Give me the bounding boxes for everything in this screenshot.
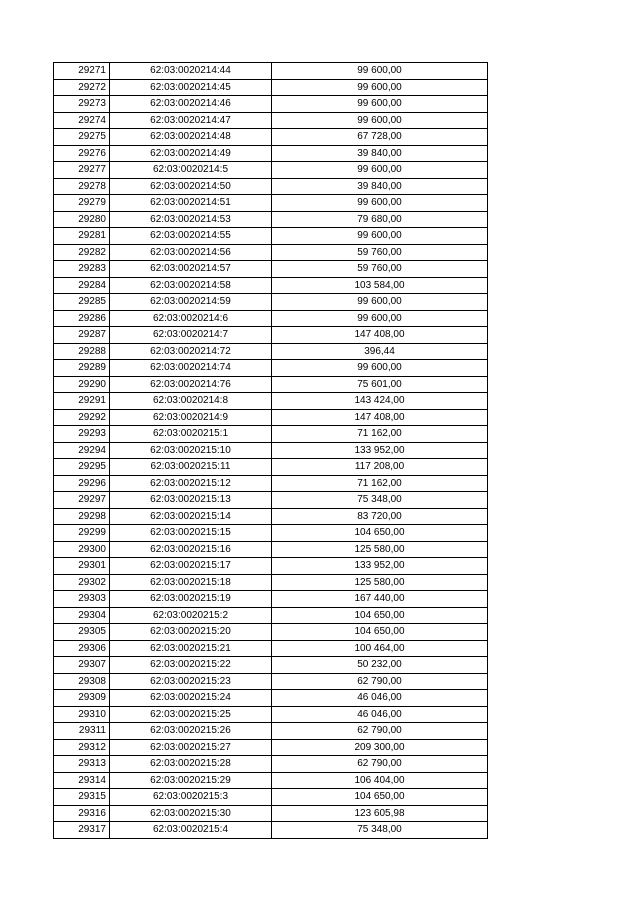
row-number-cell: 29303 [54, 591, 110, 608]
cadastral-number-cell: 62:03:0020215:23 [110, 673, 272, 690]
value-cell: 100 464,00 [272, 640, 488, 657]
row-number-cell: 29284 [54, 277, 110, 294]
cadastral-number-cell: 62:03:0020214:45 [110, 79, 272, 96]
value-cell: 123 605,98 [272, 805, 488, 822]
table-row [54, 673, 488, 690]
cadastral-number-cell: 62:03:0020215:2 [110, 607, 272, 624]
value-cell: 39 840,00 [272, 178, 488, 195]
cadastral-number-cell: 62:03:0020215:12 [110, 475, 272, 492]
row-number-cell: 29294 [54, 442, 110, 459]
value-cell: 75 348,00 [272, 822, 488, 839]
table-body [54, 63, 488, 839]
row-number-cell: 29274 [54, 112, 110, 129]
cadastral-number-cell: 62:03:0020214:48 [110, 129, 272, 146]
value-cell: 99 600,00 [272, 294, 488, 311]
row-number-cell: 29298 [54, 508, 110, 525]
table-row [54, 475, 488, 492]
table-row [54, 261, 488, 278]
row-number-cell: 29311 [54, 723, 110, 740]
table-row [54, 723, 488, 740]
value-cell: 99 600,00 [272, 79, 488, 96]
table-row [54, 96, 488, 113]
value-cell: 62 790,00 [272, 723, 488, 740]
table-row [54, 607, 488, 624]
value-cell: 99 600,00 [272, 195, 488, 212]
table-row [54, 739, 488, 756]
value-cell: 99 600,00 [272, 162, 488, 179]
value-cell: 99 600,00 [272, 228, 488, 245]
cadastral-value-table [53, 62, 488, 839]
row-number-cell: 29300 [54, 541, 110, 558]
value-cell: 62 790,00 [272, 673, 488, 690]
cadastral-number-cell: 62:03:0020215:21 [110, 640, 272, 657]
value-cell: 99 600,00 [272, 63, 488, 80]
row-number-cell: 29296 [54, 475, 110, 492]
table-row [54, 112, 488, 129]
row-number-cell: 29289 [54, 360, 110, 377]
cadastral-number-cell: 62:03:0020214:58 [110, 277, 272, 294]
table-row [54, 211, 488, 228]
table-row [54, 492, 488, 509]
table-row [54, 772, 488, 789]
value-cell: 71 162,00 [272, 426, 488, 443]
row-number-cell: 29315 [54, 789, 110, 806]
value-cell: 83 720,00 [272, 508, 488, 525]
value-cell: 99 600,00 [272, 310, 488, 327]
value-cell: 67 728,00 [272, 129, 488, 146]
row-number-cell: 29313 [54, 756, 110, 773]
row-number-cell: 29290 [54, 376, 110, 393]
cadastral-number-cell: 62:03:0020215:30 [110, 805, 272, 822]
table-row [54, 508, 488, 525]
table-row [54, 195, 488, 212]
row-number-cell: 29287 [54, 327, 110, 344]
cadastral-number-cell: 62:03:0020215:25 [110, 706, 272, 723]
row-number-cell: 29306 [54, 640, 110, 657]
cadastral-number-cell: 62:03:0020215:14 [110, 508, 272, 525]
table-row [54, 541, 488, 558]
row-number-cell: 29277 [54, 162, 110, 179]
table-row [54, 327, 488, 344]
row-number-cell: 29295 [54, 459, 110, 476]
table-row [54, 162, 488, 179]
table-row [54, 376, 488, 393]
cadastral-number-cell: 62:03:0020214:59 [110, 294, 272, 311]
value-cell: 106 404,00 [272, 772, 488, 789]
table-row [54, 145, 488, 162]
row-number-cell: 29272 [54, 79, 110, 96]
value-cell: 46 046,00 [272, 690, 488, 707]
cadastral-number-cell: 62:03:0020215:19 [110, 591, 272, 608]
row-number-cell: 29305 [54, 624, 110, 641]
table-row [54, 789, 488, 806]
cadastral-number-cell: 62:03:0020214:47 [110, 112, 272, 129]
cadastral-number-cell: 62:03:0020214:51 [110, 195, 272, 212]
value-cell: 209 300,00 [272, 739, 488, 756]
cadastral-number-cell: 62:03:0020214:55 [110, 228, 272, 245]
cadastral-number-cell: 62:03:0020215:20 [110, 624, 272, 641]
table-row [54, 624, 488, 641]
cadastral-number-cell: 62:03:0020214:74 [110, 360, 272, 377]
table-row [54, 79, 488, 96]
cadastral-number-cell: 62:03:0020215:27 [110, 739, 272, 756]
row-number-cell: 29286 [54, 310, 110, 327]
cadastral-number-cell: 62:03:0020215:17 [110, 558, 272, 575]
value-cell: 167 440,00 [272, 591, 488, 608]
row-number-cell: 29317 [54, 822, 110, 839]
table-row [54, 756, 488, 773]
cadastral-number-cell: 62:03:0020214:46 [110, 96, 272, 113]
value-cell: 103 584,00 [272, 277, 488, 294]
value-cell: 75 601,00 [272, 376, 488, 393]
cadastral-number-cell: 62:03:0020214:76 [110, 376, 272, 393]
row-number-cell: 29312 [54, 739, 110, 756]
cadastral-number-cell: 62:03:0020215:24 [110, 690, 272, 707]
value-cell: 99 600,00 [272, 96, 488, 113]
row-number-cell: 29271 [54, 63, 110, 80]
table-row [54, 459, 488, 476]
row-number-cell: 29283 [54, 261, 110, 278]
row-number-cell: 29307 [54, 657, 110, 674]
cadastral-number-cell: 62:03:0020215:13 [110, 492, 272, 509]
value-cell: 104 650,00 [272, 525, 488, 542]
value-cell: 143 424,00 [272, 393, 488, 410]
value-cell: 39 840,00 [272, 145, 488, 162]
cadastral-number-cell: 62:03:0020214:6 [110, 310, 272, 327]
row-number-cell: 29304 [54, 607, 110, 624]
cadastral-number-cell: 62:03:0020214:72 [110, 343, 272, 360]
value-cell: 50 232,00 [272, 657, 488, 674]
cadastral-number-cell: 62:03:0020215:4 [110, 822, 272, 839]
row-number-cell: 29278 [54, 178, 110, 195]
cadastral-number-cell: 62:03:0020214:56 [110, 244, 272, 261]
value-cell: 147 408,00 [272, 327, 488, 344]
cadastral-number-cell: 62:03:0020214:8 [110, 393, 272, 410]
table-row [54, 690, 488, 707]
table-row [54, 640, 488, 657]
cadastral-number-cell: 62:03:0020215:22 [110, 657, 272, 674]
table-row [54, 657, 488, 674]
value-cell: 104 650,00 [272, 624, 488, 641]
cadastral-number-cell: 62:03:0020215:28 [110, 756, 272, 773]
cadastral-number-cell: 62:03:0020214:57 [110, 261, 272, 278]
value-cell: 104 650,00 [272, 607, 488, 624]
cadastral-number-cell: 62:03:0020214:5 [110, 162, 272, 179]
row-number-cell: 29316 [54, 805, 110, 822]
table-row [54, 343, 488, 360]
cadastral-number-cell: 62:03:0020215:29 [110, 772, 272, 789]
cadastral-number-cell: 62:03:0020215:3 [110, 789, 272, 806]
table-row [54, 558, 488, 575]
row-number-cell: 29291 [54, 393, 110, 410]
row-number-cell: 29285 [54, 294, 110, 311]
value-cell: 125 580,00 [272, 574, 488, 591]
value-cell: 147 408,00 [272, 409, 488, 426]
row-number-cell: 29308 [54, 673, 110, 690]
row-number-cell: 29314 [54, 772, 110, 789]
cadastral-number-cell: 62:03:0020215:11 [110, 459, 272, 476]
cadastral-number-cell: 62:03:0020215:26 [110, 723, 272, 740]
table-row [54, 426, 488, 443]
value-cell: 71 162,00 [272, 475, 488, 492]
row-number-cell: 29281 [54, 228, 110, 245]
table-row [54, 228, 488, 245]
value-cell: 104 650,00 [272, 789, 488, 806]
value-cell: 46 046,00 [272, 706, 488, 723]
value-cell: 396,44 [272, 343, 488, 360]
row-number-cell: 29273 [54, 96, 110, 113]
row-number-cell: 29310 [54, 706, 110, 723]
value-cell: 59 760,00 [272, 244, 488, 261]
row-number-cell: 29276 [54, 145, 110, 162]
table-row [54, 591, 488, 608]
table-row [54, 310, 488, 327]
row-number-cell: 29275 [54, 129, 110, 146]
row-number-cell: 29301 [54, 558, 110, 575]
cadastral-number-cell: 62:03:0020214:7 [110, 327, 272, 344]
row-number-cell: 29302 [54, 574, 110, 591]
table-row [54, 277, 488, 294]
row-number-cell: 29292 [54, 409, 110, 426]
table-row [54, 574, 488, 591]
table-row [54, 409, 488, 426]
cadastral-number-cell: 62:03:0020214:44 [110, 63, 272, 80]
table-row [54, 393, 488, 410]
cadastral-number-cell: 62:03:0020215:18 [110, 574, 272, 591]
row-number-cell: 29282 [54, 244, 110, 261]
row-number-cell: 29288 [54, 343, 110, 360]
table-row [54, 360, 488, 377]
cadastral-number-cell: 62:03:0020215:1 [110, 426, 272, 443]
cadastral-number-cell: 62:03:0020214:53 [110, 211, 272, 228]
cadastral-number-cell: 62:03:0020215:15 [110, 525, 272, 542]
row-number-cell: 29297 [54, 492, 110, 509]
row-number-cell: 29293 [54, 426, 110, 443]
row-number-cell: 29299 [54, 525, 110, 542]
value-cell: 133 952,00 [272, 558, 488, 575]
table-row [54, 525, 488, 542]
table-row [54, 822, 488, 839]
cadastral-number-cell: 62:03:0020214:50 [110, 178, 272, 195]
table-row [54, 129, 488, 146]
value-cell: 117 208,00 [272, 459, 488, 476]
table-row [54, 442, 488, 459]
document-page [53, 62, 487, 839]
value-cell: 79 680,00 [272, 211, 488, 228]
value-cell: 59 760,00 [272, 261, 488, 278]
table-row [54, 63, 488, 80]
table-row [54, 706, 488, 723]
value-cell: 62 790,00 [272, 756, 488, 773]
value-cell: 133 952,00 [272, 442, 488, 459]
cadastral-number-cell: 62:03:0020214:49 [110, 145, 272, 162]
table-row [54, 294, 488, 311]
cadastral-number-cell: 62:03:0020215:10 [110, 442, 272, 459]
row-number-cell: 29309 [54, 690, 110, 707]
table-row [54, 805, 488, 822]
row-number-cell: 29280 [54, 211, 110, 228]
row-number-cell: 29279 [54, 195, 110, 212]
value-cell: 99 600,00 [272, 360, 488, 377]
value-cell: 125 580,00 [272, 541, 488, 558]
value-cell: 99 600,00 [272, 112, 488, 129]
cadastral-number-cell: 62:03:0020214:9 [110, 409, 272, 426]
table-row [54, 178, 488, 195]
cadastral-number-cell: 62:03:0020215:16 [110, 541, 272, 558]
value-cell: 75 348,00 [272, 492, 488, 509]
table-row [54, 244, 488, 261]
